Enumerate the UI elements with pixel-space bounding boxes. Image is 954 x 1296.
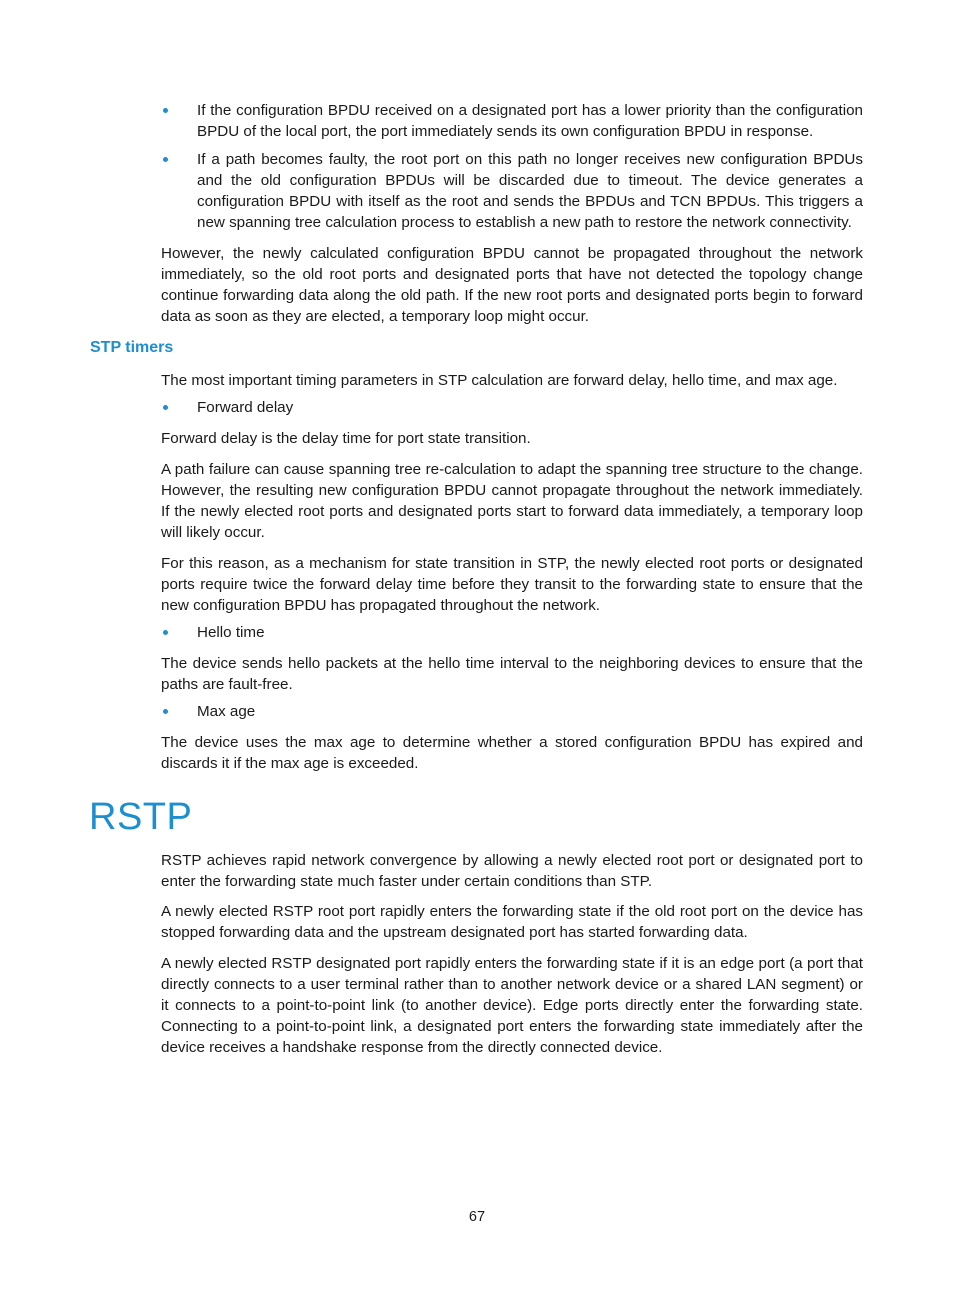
chapter-heading-rstp: RSTP: [89, 796, 193, 838]
paragraph: The most important timing parameters in STP calculation are forward delay, hello time, and max age.: [161, 372, 838, 389]
paragraph: For this reason, as a mechanism for state transition in STP, the newly elected root ports or designated ports require twice the forward delay time before they transit to the forwarding state to ensure that the new configuration BPDU has propagated throughout the network.: [161, 555, 863, 614]
list-item: Forward delay: [197, 399, 294, 416]
paragraph: The device uses the max age to determine whether a stored configuration BPDU has expired and discards it if the max age is exceeded.: [161, 734, 863, 772]
paragraph: A newly elected RSTP designated port rapidly enters the forwarding state if it is an edge port (a port that directly connects to a user terminal rather than to another network device or a shared LAN segment) or it connects to a point-to-point link (to another device). Edge ports directly enter the forwarding state. Connecting to a point-to-point link, a designated port enters the forwarding state immediately after the device receives a handshake response from the directly connected device.: [161, 955, 863, 1056]
page-number: 67: [468, 1209, 486, 1225]
paragraph: Forward delay is the delay time for port state transition.: [161, 430, 531, 447]
list-item: If the configuration BPDU received on a designated port has a lower priority than the configuration BPDU of the local port, the port immediately sends its own configuration BPDU in response.: [197, 102, 863, 140]
bullet-dot: [163, 108, 168, 113]
list-item: Hello time: [197, 624, 265, 641]
paragraph: A path failure can cause spanning tree re-calculation to adapt the spanning tree structure to the change. However, the resulting new configuration BPDU cannot propagate throughout the network immediately. If the newly elected root ports and designated ports start to forward data immediately, a temporary loop will likely occur.: [161, 461, 863, 541]
section-heading-stp-timers: STP timers: [90, 339, 174, 356]
paragraph: The device sends hello packets at the hello time interval to the neighboring devices to ensure that the paths are fault-free.: [161, 655, 863, 693]
paragraph: A newly elected RSTP root port rapidly enters the forwarding state if the old root port on the device has stopped forwarding data and the upstream designated port has started forwarding data.: [161, 903, 863, 941]
paragraph: However, the newly calculated configuration BPDU cannot be propagated throughout the network immediately, so the old root ports and designated ports that have not detected the topology change continue forwarding data along the old path. If the new root ports and designated ports begin to forward data as soon as they are elected, a temporary loop might occur.: [161, 245, 863, 325]
bullet-dot: [163, 157, 168, 162]
bullet-dot: [163, 709, 168, 714]
bullet-dot: [163, 630, 168, 635]
list-item: Max age: [197, 703, 256, 720]
list-item: If a path becomes faulty, the root port on this path no longer receives new configuration BPDUs and the old configuration BPDUs will be discarded due to timeout. The device generates a configuration BPDU with itself as the root and sends the BPDUs and TCN BPDUs. This triggers a new spanning tree calculation process to establish a new path to restore the network connectivity.: [197, 151, 863, 231]
paragraph: RSTP achieves rapid network convergence by allowing a newly elected root port or designated port to enter the forwarding state much faster under certain conditions than STP.: [161, 852, 863, 890]
bullet-dot: [163, 405, 168, 410]
